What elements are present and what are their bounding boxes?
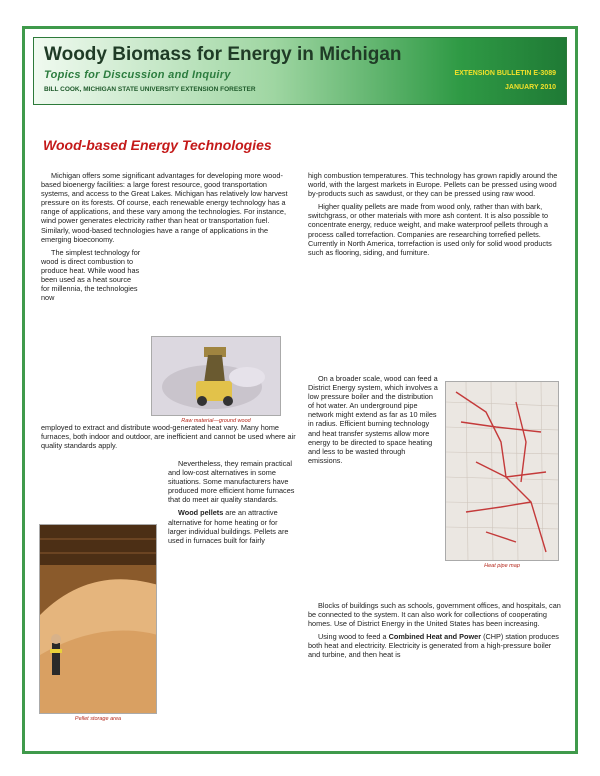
paragraph: high combustion temperatures. This technology has grown rapidly around the world, with the largest markets in Europe. Pellets can be pressed using wood by-products such as sawdust, or they can be pressed using raw wood. (308, 171, 558, 199)
bulletin-number: EXTENSION BULLETIN E-3089 (454, 70, 556, 77)
figure-caption: Raw material—ground wood (181, 418, 251, 424)
ground-wood-illustration (152, 337, 281, 416)
pellet-storage-illustration (40, 525, 157, 714)
paragraph: Using wood to feed a Combined Heat and Power (CHP) station produces both heat and electricity. Electricity is generated from a high-pressure boiler and turbine, and then heat is (308, 632, 559, 660)
right-column (308, 171, 564, 261)
right-column-lower (308, 601, 564, 664)
ground-wood-photo (151, 336, 281, 416)
header-banner (33, 37, 567, 105)
paragraph: employed to extract and distribute wood-generated heat vary. Many home furnaces, both indoor and outdoor, are inefficient and cannot be used where air quality standards apply. (41, 423, 296, 451)
term-chp: Combined Heat and Power (388, 632, 482, 642)
page-frame (22, 26, 578, 754)
paragraph: The simplest technology for wood is direct combustion to produce heat. While wood has been used as a heat source for millennia, the technologies now (41, 247, 141, 303)
paragraph: Blocks of buildings such as schools, government offices, and hospitals, can be connected to the system. It can also work for collections of cooperating homes. Use of District Energy in the United States has been increasing. (308, 601, 561, 629)
paragraph: Nevertheless, they remain practical and low-cost alternatives in some situations. Some manufacturers have produced more efficient home furnaces that do meet air quality standards. (168, 459, 295, 505)
pellet-storage-photo (39, 524, 157, 714)
figure-caption: Pellet storage area (74, 716, 122, 722)
left-column (41, 171, 297, 306)
figure-caption: Heat pipe map (484, 563, 520, 569)
left-column-beside-figure (168, 459, 296, 549)
heat-pipe-map-image (445, 381, 559, 561)
figure-heat-pipe-map (445, 381, 559, 569)
right-column-beside-map (308, 374, 438, 469)
figure-pellet-storage (39, 524, 157, 722)
figure-ground-wood (151, 336, 281, 424)
paragraph: Higher quality pellets are made from wood only, rather than with bark, switchgrass, or other materials with more ash content. It is also possible to concentrate energy, reduce weight, and make waterproof pellets through a process called torrefaction. Companies are researching torrefied pellets. Currently in North America, torrefaction is used only for solid wood products such as flooring, siding, and furniture. (308, 202, 552, 257)
term-wood-pellets: Wood pellets (178, 508, 224, 518)
document-subtitle: Topics for Discussion and Inquiry (44, 69, 231, 81)
paragraph: Wood pellets are an attractive alternative for home heating or for larger individual buildings. Pellets are used in furnaces built for fairly (168, 508, 289, 545)
paragraph: On a broader scale, wood can feed a District Energy system, which involves a low pressure boiler and the distribution of hot water. An underground pipe network might extend as far as 10 miles in radius. Efficient burning technology and heat transfer systems allow more energy to be directed to space heating and less to be wasted through emissions. (308, 374, 438, 465)
document-title: Woody Biomass for Energy in Michigan (44, 44, 402, 65)
section-heading: Wood-based Energy Technologies (43, 137, 272, 153)
left-column-continued (41, 423, 297, 454)
author-line: BILL COOK, MICHIGAN STATE UNIVERSITY EXTENSION FORESTER (44, 86, 256, 93)
paragraph: Michigan offers some significant advantages for developing more wood-based bioenergy facilities: a large forest resource, good transportation systems, and access to the Great Lakes. Michigan has relatively low harvest pressure on its forests. Of course, each renewable energy technology has a range of applications, and these vary among the technologies. For instance, wind power generates electricity rather than heat or transportation fuel. Similarly, wood-based technologies have a range of applications in the emerging bioeconomy. (41, 171, 288, 244)
pipe-map-illustration (446, 382, 559, 561)
publication-date: JANUARY 2010 (505, 84, 556, 91)
